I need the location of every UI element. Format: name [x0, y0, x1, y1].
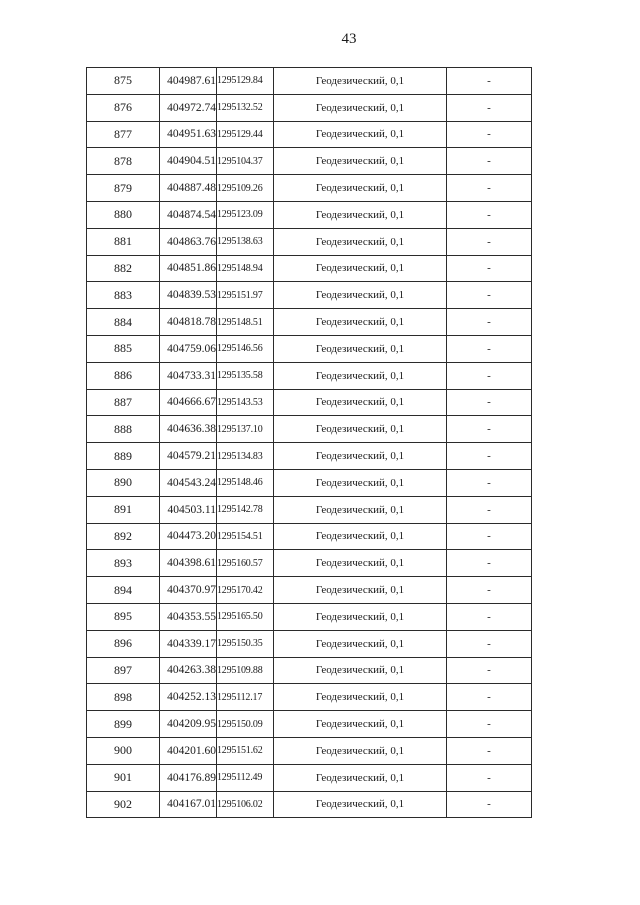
y-coordinate-cell: 1295150.35 — [217, 630, 274, 657]
y-coordinate-cell: 1295150.09 — [217, 711, 274, 738]
table-row — [87, 175, 532, 202]
method-accuracy-cell: Геодезический, 0,1 — [274, 496, 447, 523]
x-coordinate-cell: 404473.20 — [160, 523, 217, 550]
method-accuracy-cell: Геодезический, 0,1 — [274, 603, 447, 630]
y-coordinate-cell: 1295143.53 — [217, 389, 274, 416]
method-accuracy-cell: Геодезический, 0,1 — [274, 577, 447, 604]
point-number-cell: 884 — [87, 309, 160, 336]
y-coordinate-cell: 1295170.42 — [217, 577, 274, 604]
y-coordinate-cell: 1295148.46 — [217, 469, 274, 496]
point-description-cell: - — [447, 684, 532, 711]
point-description-cell: - — [447, 228, 532, 255]
method-accuracy-cell: Геодезический, 0,1 — [274, 175, 447, 202]
x-coordinate-cell: 404201.60 — [160, 737, 217, 764]
method-accuracy-cell: Геодезический, 0,1 — [274, 791, 447, 818]
y-coordinate-cell: 1295129.84 — [217, 68, 274, 95]
point-number-cell: 877 — [87, 121, 160, 148]
x-coordinate-cell: 404263.38 — [160, 657, 217, 684]
x-coordinate-cell: 404887.48 — [160, 175, 217, 202]
table-row — [87, 657, 532, 684]
y-coordinate-cell: 1295109.88 — [217, 657, 274, 684]
method-accuracy-cell: Геодезический, 0,1 — [274, 523, 447, 550]
point-description-cell: - — [447, 443, 532, 470]
method-accuracy-cell: Геодезический, 0,1 — [274, 282, 447, 309]
point-number-cell: 895 — [87, 603, 160, 630]
x-coordinate-cell: 404398.61 — [160, 550, 217, 577]
y-coordinate-cell: 1295137.10 — [217, 416, 274, 443]
y-coordinate-cell: 1295104.37 — [217, 148, 274, 175]
point-description-cell: - — [447, 657, 532, 684]
method-accuracy-cell: Геодезический, 0,1 — [274, 362, 447, 389]
point-description-cell: - — [447, 389, 532, 416]
coordinates-table-body — [87, 68, 532, 818]
table-row — [87, 443, 532, 470]
y-coordinate-cell: 1295132.52 — [217, 94, 274, 121]
table-row — [87, 309, 532, 336]
y-coordinate-cell: 1295134.83 — [217, 443, 274, 470]
point-description-cell: - — [447, 496, 532, 523]
point-description-cell: - — [447, 523, 532, 550]
point-description-cell: - — [447, 335, 532, 362]
method-accuracy-cell: Геодезический, 0,1 — [274, 255, 447, 282]
point-number-cell: 898 — [87, 684, 160, 711]
y-coordinate-cell: 1295165.50 — [217, 603, 274, 630]
point-number-cell: 886 — [87, 362, 160, 389]
point-number-cell: 902 — [87, 791, 160, 818]
point-description-cell: - — [447, 711, 532, 738]
method-accuracy-cell: Геодезический, 0,1 — [274, 764, 447, 791]
x-coordinate-cell: 404167.01 — [160, 791, 217, 818]
point-number-cell: 899 — [87, 711, 160, 738]
table-row — [87, 469, 532, 496]
table-row — [87, 523, 532, 550]
point-number-cell: 888 — [87, 416, 160, 443]
point-number-cell: 883 — [87, 282, 160, 309]
point-number-cell: 893 — [87, 550, 160, 577]
method-accuracy-cell: Геодезический, 0,1 — [274, 121, 447, 148]
point-description-cell: - — [447, 94, 532, 121]
table-row — [87, 603, 532, 630]
x-coordinate-cell: 404666.67 — [160, 389, 217, 416]
y-coordinate-cell: 1295109.26 — [217, 175, 274, 202]
x-coordinate-cell: 404759.06 — [160, 335, 217, 362]
x-coordinate-cell: 404863.76 — [160, 228, 217, 255]
point-description-cell: - — [447, 68, 532, 95]
method-accuracy-cell: Геодезический, 0,1 — [274, 94, 447, 121]
table-row — [87, 630, 532, 657]
x-coordinate-cell: 404209.95 — [160, 711, 217, 738]
page-number: 43 — [341, 31, 357, 47]
point-number-cell: 876 — [87, 94, 160, 121]
point-description-cell: - — [447, 630, 532, 657]
y-coordinate-cell: 1295106.02 — [217, 791, 274, 818]
y-coordinate-cell: 1295151.97 — [217, 282, 274, 309]
method-accuracy-cell: Геодезический, 0,1 — [274, 68, 447, 95]
y-coordinate-cell: 1295151.62 — [217, 737, 274, 764]
table-row — [87, 416, 532, 443]
point-description-cell: - — [447, 175, 532, 202]
point-number-cell: 882 — [87, 255, 160, 282]
point-description-cell: - — [447, 550, 532, 577]
table-row — [87, 228, 532, 255]
point-description-cell: - — [447, 255, 532, 282]
point-number-cell: 892 — [87, 523, 160, 550]
point-number-cell: 901 — [87, 764, 160, 791]
point-number-cell: 890 — [87, 469, 160, 496]
point-number-cell: 894 — [87, 577, 160, 604]
table-row — [87, 255, 532, 282]
y-coordinate-cell: 1295148.51 — [217, 309, 274, 336]
method-accuracy-cell: Геодезический, 0,1 — [274, 550, 447, 577]
x-coordinate-cell: 404339.17 — [160, 630, 217, 657]
table-row — [87, 282, 532, 309]
table-row — [87, 121, 532, 148]
y-coordinate-cell: 1295142.78 — [217, 496, 274, 523]
x-coordinate-cell: 404252.13 — [160, 684, 217, 711]
y-coordinate-cell: 1295160.57 — [217, 550, 274, 577]
y-coordinate-cell: 1295129.44 — [217, 121, 274, 148]
point-description-cell: - — [447, 603, 532, 630]
y-coordinate-cell: 1295123.09 — [217, 201, 274, 228]
method-accuracy-cell: Геодезический, 0,1 — [274, 416, 447, 443]
point-number-cell: 875 — [87, 68, 160, 95]
table-row — [87, 550, 532, 577]
method-accuracy-cell: Геодезический, 0,1 — [274, 443, 447, 470]
method-accuracy-cell: Геодезический, 0,1 — [274, 228, 447, 255]
x-coordinate-cell: 404733.31 — [160, 362, 217, 389]
x-coordinate-cell: 404176.89 — [160, 764, 217, 791]
point-number-cell: 879 — [87, 175, 160, 202]
method-accuracy-cell: Геодезический, 0,1 — [274, 657, 447, 684]
point-description-cell: - — [447, 121, 532, 148]
point-number-cell: 880 — [87, 201, 160, 228]
table-row — [87, 684, 532, 711]
y-coordinate-cell: 1295154.51 — [217, 523, 274, 550]
point-description-cell: - — [447, 469, 532, 496]
method-accuracy-cell: Геодезический, 0,1 — [274, 711, 447, 738]
x-coordinate-cell: 404951.63 — [160, 121, 217, 148]
point-description-cell: - — [447, 737, 532, 764]
method-accuracy-cell: Геодезический, 0,1 — [274, 684, 447, 711]
table-row — [87, 791, 532, 818]
table-row — [87, 148, 532, 175]
point-number-cell: 881 — [87, 228, 160, 255]
point-number-cell: 897 — [87, 657, 160, 684]
point-number-cell: 900 — [87, 737, 160, 764]
point-description-cell: - — [447, 309, 532, 336]
method-accuracy-cell: Геодезический, 0,1 — [274, 630, 447, 657]
x-coordinate-cell: 404839.53 — [160, 282, 217, 309]
y-coordinate-cell: 1295112.49 — [217, 764, 274, 791]
method-accuracy-cell: Геодезический, 0,1 — [274, 309, 447, 336]
table-row — [87, 764, 532, 791]
table-row — [87, 201, 532, 228]
method-accuracy-cell: Геодезический, 0,1 — [274, 469, 447, 496]
point-number-cell: 887 — [87, 389, 160, 416]
y-coordinate-cell: 1295148.94 — [217, 255, 274, 282]
point-number-cell: 891 — [87, 496, 160, 523]
y-coordinate-cell: 1295138.63 — [217, 228, 274, 255]
table-row — [87, 577, 532, 604]
x-coordinate-cell: 404370.97 — [160, 577, 217, 604]
x-coordinate-cell: 404904.51 — [160, 148, 217, 175]
y-coordinate-cell: 1295146.56 — [217, 335, 274, 362]
point-number-cell: 896 — [87, 630, 160, 657]
table-row — [87, 737, 532, 764]
table-row — [87, 711, 532, 738]
point-description-cell: - — [447, 201, 532, 228]
table-row — [87, 335, 532, 362]
point-description-cell: - — [447, 791, 532, 818]
x-coordinate-cell: 404851.86 — [160, 255, 217, 282]
point-description-cell: - — [447, 362, 532, 389]
x-coordinate-cell: 404972.74 — [160, 94, 217, 121]
x-coordinate-cell: 404818.78 — [160, 309, 217, 336]
x-coordinate-cell: 404353.55 — [160, 603, 217, 630]
method-accuracy-cell: Геодезический, 0,1 — [274, 148, 447, 175]
x-coordinate-cell: 404874.54 — [160, 201, 217, 228]
table-row — [87, 68, 532, 95]
point-description-cell: - — [447, 577, 532, 604]
table-row — [87, 362, 532, 389]
x-coordinate-cell: 404987.61 — [160, 68, 217, 95]
table-row — [87, 94, 532, 121]
x-coordinate-cell: 404579.21 — [160, 443, 217, 470]
method-accuracy-cell: Геодезический, 0,1 — [274, 201, 447, 228]
method-accuracy-cell: Геодезический, 0,1 — [274, 335, 447, 362]
y-coordinate-cell: 1295135.58 — [217, 362, 274, 389]
table-row — [87, 389, 532, 416]
coordinates-table — [86, 67, 532, 818]
point-description-cell: - — [447, 416, 532, 443]
point-number-cell: 878 — [87, 148, 160, 175]
x-coordinate-cell: 404636.38 — [160, 416, 217, 443]
x-coordinate-cell: 404503.11 — [160, 496, 217, 523]
table-row — [87, 496, 532, 523]
y-coordinate-cell: 1295112.17 — [217, 684, 274, 711]
method-accuracy-cell: Геодезический, 0,1 — [274, 737, 447, 764]
point-description-cell: - — [447, 148, 532, 175]
point-number-cell: 885 — [87, 335, 160, 362]
point-description-cell: - — [447, 764, 532, 791]
method-accuracy-cell: Геодезический, 0,1 — [274, 389, 447, 416]
x-coordinate-cell: 404543.24 — [160, 469, 217, 496]
point-description-cell: - — [447, 282, 532, 309]
point-number-cell: 889 — [87, 443, 160, 470]
